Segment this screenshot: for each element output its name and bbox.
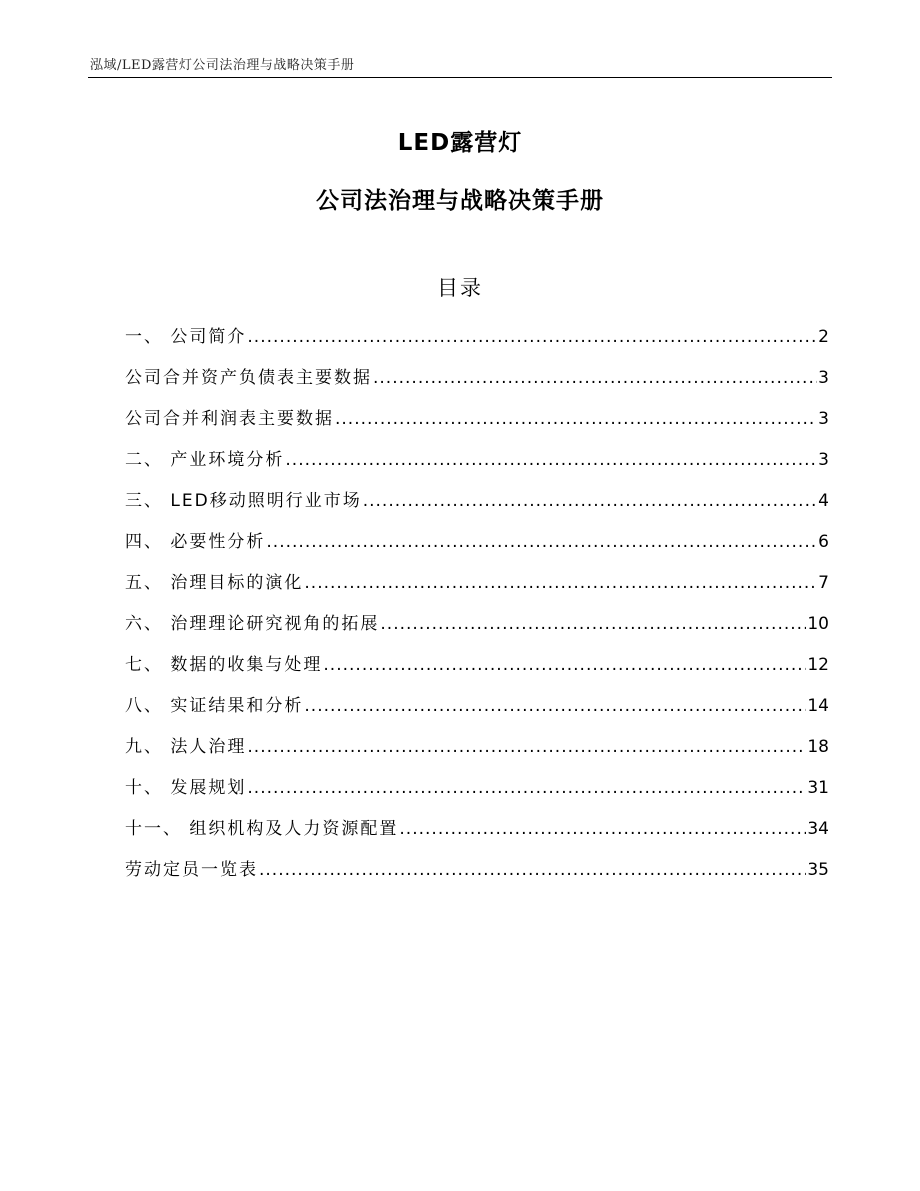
toc-entry-page: 3 [818, 450, 829, 470]
toc-entry[interactable] [125, 607, 829, 648]
toc-entry-label: 公司合并利润表主要数据 [125, 409, 334, 429]
toc-entry-page: 34 [807, 819, 829, 839]
toc-dot-leader [247, 771, 806, 805]
toc-entry[interactable] [125, 689, 829, 730]
toc-entry-page: 18 [807, 737, 829, 757]
toc-entry[interactable] [125, 812, 829, 853]
toc-dot-leader [247, 730, 806, 764]
toc-entry[interactable] [125, 525, 829, 566]
table-of-contents [125, 320, 829, 894]
toc-entry[interactable] [125, 361, 829, 402]
toc-dot-leader [259, 853, 806, 887]
document-title-line-2: 公司法治理与战略决策手册 [316, 188, 604, 214]
toc-entry-label: 六、 治理理论研究视角的拓展 [125, 614, 380, 634]
toc-dot-leader [266, 525, 817, 559]
toc-dot-leader [247, 320, 817, 354]
toc-entry-label: 七、 数据的收集与处理 [125, 655, 323, 675]
toc-dot-leader [323, 648, 806, 682]
toc-entry-page: 10 [807, 614, 829, 634]
toc-dot-leader [380, 607, 806, 641]
toc-entry[interactable] [125, 484, 829, 525]
toc-entry-label: 二、 产业环境分析 [125, 450, 285, 470]
toc-entry[interactable] [125, 648, 829, 689]
toc-entry[interactable] [125, 320, 829, 361]
toc-entry-label: 十、 发展规划 [125, 778, 247, 798]
toc-entry-page: 7 [818, 573, 829, 593]
toc-entry-label: 十一、 组织机构及人力资源配置 [125, 819, 399, 839]
toc-entry-label: 一、 公司简介 [125, 327, 247, 347]
toc-entry[interactable] [125, 443, 829, 484]
toc-dot-leader [335, 402, 817, 436]
toc-entry-label: 九、 法人治理 [125, 737, 247, 757]
toc-entry[interactable] [125, 402, 829, 443]
toc-entry[interactable] [125, 853, 829, 894]
document-title-line-1: LED露营灯 [397, 130, 523, 156]
toc-entry-page: 3 [818, 368, 829, 388]
toc-entry-label: 四、 必要性分析 [125, 532, 266, 552]
toc-entry-page: 14 [807, 696, 829, 716]
toc-entry-page: 12 [807, 655, 829, 675]
toc-entry-label: 五、 治理目标的演化 [125, 573, 304, 593]
running-header: 泓域/LED露营灯公司法治理与战略决策手册 [90, 58, 355, 73]
toc-entry-page: 35 [807, 860, 829, 880]
toc-dot-leader [373, 361, 817, 395]
toc-entry-page: 31 [807, 778, 829, 798]
header-divider [88, 77, 832, 78]
toc-entry[interactable] [125, 566, 829, 607]
toc-dot-leader [363, 484, 817, 518]
toc-dot-leader [304, 566, 817, 600]
toc-entry-page: 6 [818, 532, 829, 552]
toc-entry[interactable] [125, 730, 829, 771]
toc-entry[interactable] [125, 771, 829, 812]
toc-entry-page: 3 [818, 409, 829, 429]
toc-entry-page: 4 [818, 491, 829, 511]
toc-heading: 目录 [437, 276, 483, 300]
toc-entry-label: 公司合并资产负债表主要数据 [125, 368, 372, 388]
toc-entry-label: 三、 LED移动照明行业市场 [125, 491, 362, 511]
toc-entry-label: 八、 实证结果和分析 [125, 696, 304, 716]
toc-entry-page: 2 [818, 327, 829, 347]
toc-entry-label: 劳动定员一览表 [125, 860, 258, 880]
toc-dot-leader [304, 689, 806, 723]
toc-dot-leader [285, 443, 817, 477]
toc-dot-leader [399, 812, 806, 846]
